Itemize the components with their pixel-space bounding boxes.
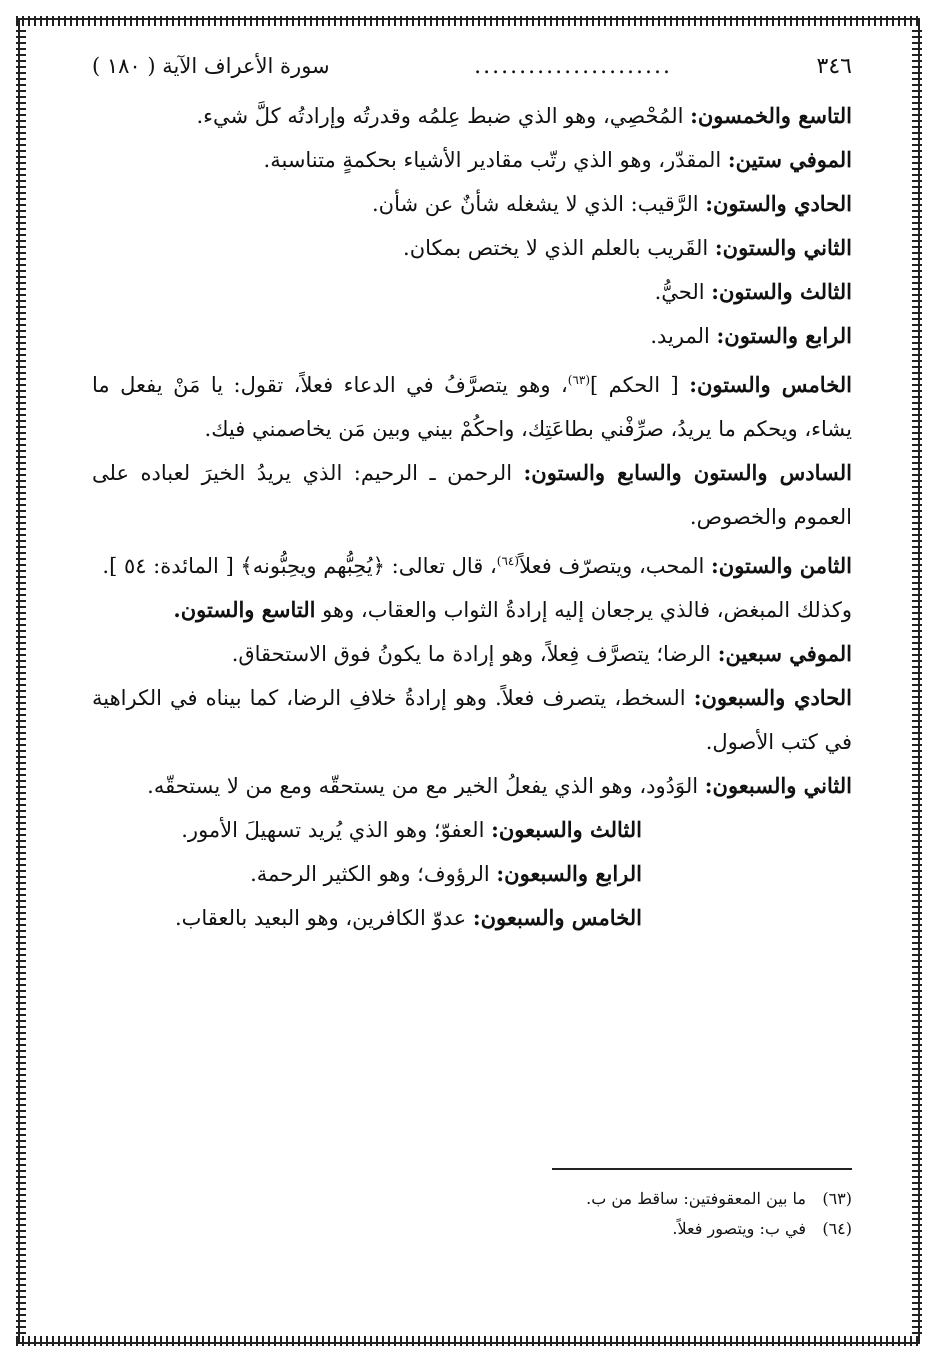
paragraph-text-continued: ، قال تعالى: ﴿يُحِبُّهم ويحِبُّونه﴾ [ المائدة: ٥٤ ].	[102, 554, 497, 578]
paragraph-text: وكذلك المبغض، فالذي يرجعان إليه إرادةُ الثواب والعقاب، وهو	[315, 598, 852, 622]
paragraph-text: المقدّر، وهو الذي رتّب مقادير الأشياء بحكمةٍ متناسبة.	[263, 148, 728, 172]
paragraph-label: الثاني والسبعون:	[704, 773, 852, 798]
paragraph-label: الخامس والسبعون:	[472, 905, 642, 930]
footnote-number: (٦٤)	[822, 1219, 852, 1238]
paragraph-label: الموفي سبعين:	[717, 641, 852, 666]
paragraph-text-continued: ، وهو يتصرَّفُ في الدعاء فعلاً، تقول: يا مَنْ يفعل ما يشاء، ويحكم ما يريدُ، صرِّفْني بطاعَتِك، واحكُمْ بيني وبين مَن يخاصمني فيك.	[92, 373, 852, 441]
paragraph-text: الرؤوف؛ وهو الكثير الرحمة.	[250, 862, 497, 886]
paragraph-label: السادس والستون والسابع والستون:	[523, 460, 853, 485]
paragraph-label: الرابع والسبعون:	[496, 861, 642, 886]
paragraph-text: الرَّقيب: الذي لا يشغله شأنٌ عن شأن.	[372, 192, 706, 216]
paragraph-text: الحيُّ.	[654, 280, 712, 304]
paragraph	[92, 632, 852, 676]
footnote-text: في ب: ويتصور فعلاً.	[672, 1219, 806, 1238]
paragraph	[92, 314, 852, 358]
paragraph-label: التاسع والخمسون:	[690, 103, 852, 128]
paragraph-label: الموفي ستين:	[727, 147, 852, 172]
paragraph-label: الثامن والستون:	[711, 553, 852, 578]
paragraph	[92, 764, 852, 808]
paragraph-text: الرحمن ـ الرحيم: الذي يريدُ الخيرَ لعباده على العموم والخصوص.	[92, 461, 852, 529]
footnote	[92, 1184, 852, 1214]
paragraph-text: الرضا؛ يتصرَّف فِعلاً، وهو إرادة ما يكونُ فوق الاستحقاق.	[231, 642, 718, 666]
paragraph-text: السخط، يتصرف فعلاً. وهو إرادةُ خلافِ الرضا، كما بيناه في الكراهية في كتب الأصول.	[92, 686, 852, 754]
footnotes	[92, 1168, 852, 1244]
running-header	[92, 54, 852, 94]
paragraph-text: [ الحكم ]	[590, 373, 690, 397]
paragraph	[92, 896, 852, 940]
paragraph	[92, 588, 852, 632]
paragraph-text: الوَدُود، وهو الذي يفعلُ الخير مع من يستحقّه ومع من لا يستحقّه.	[147, 774, 705, 798]
paragraph	[92, 451, 852, 539]
paragraph-label: الثالث والسبعون:	[491, 817, 642, 842]
paragraph	[92, 808, 852, 852]
header-dots: ......................	[474, 54, 673, 79]
page-number: ٣٤٦	[816, 54, 852, 79]
paragraph-label: التاسع والستون.	[173, 597, 316, 622]
text-body	[92, 94, 852, 940]
page-body	[92, 54, 852, 940]
header-title: سورة الأعراف الآية ( ١٨٠ )	[92, 54, 330, 78]
paragraph-label: الحادي والستون:	[705, 191, 852, 216]
paragraph	[92, 182, 852, 226]
paragraph-text: عدوّ الكافرين، وهو البعيد بالعقاب.	[174, 906, 473, 930]
paragraph	[92, 852, 852, 896]
paragraph	[92, 358, 852, 451]
footnote-number: (٦٣)	[822, 1189, 852, 1208]
paragraph	[92, 94, 852, 138]
paragraph	[92, 270, 852, 314]
footnote-ref: (٦٣)	[567, 373, 590, 387]
paragraph-label: الثاني والستون:	[714, 235, 852, 260]
paragraph	[92, 539, 852, 588]
paragraph	[92, 138, 852, 182]
paragraph-text: القَريب بالعلم الذي لا يختص بمكان.	[403, 236, 715, 260]
paragraph	[92, 226, 852, 270]
paragraph-text: المُحْصِي، وهو الذي ضبط عِلمُه وقدرتُه وإرادتُه كلَّ شيء.	[196, 104, 691, 128]
paragraph-text: المحب، ويتصرّف فعلاً	[519, 554, 712, 578]
paragraph-label: الرابع والستون:	[716, 323, 852, 348]
footnote	[92, 1214, 852, 1244]
paragraph-text: المريد.	[650, 324, 717, 348]
paragraph	[92, 676, 852, 764]
footnote-rule	[552, 1168, 852, 1170]
footnote-ref: (٦٤)	[496, 554, 520, 568]
paragraph-label: الثالث والستون:	[711, 279, 852, 304]
paragraph-label: الخامس والستون:	[689, 372, 852, 397]
footnote-text: ما بين المعقوفتين: ساقط من ب.	[586, 1189, 806, 1208]
paragraph-text: العفوّ؛ وهو الذي يُريد تسهيلَ الأمور.	[181, 818, 492, 842]
paragraph-label: الحادي والسبعون:	[693, 685, 852, 710]
